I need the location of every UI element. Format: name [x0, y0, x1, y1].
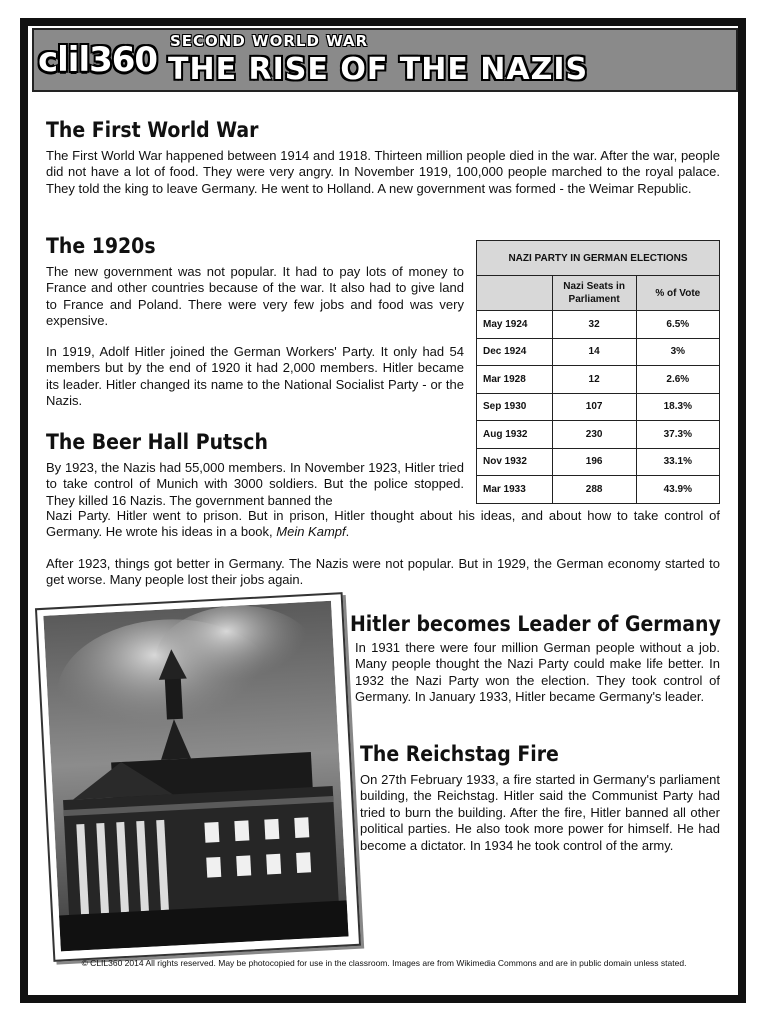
cell-vote: 2.6%	[636, 366, 719, 394]
table-row	[477, 393, 720, 421]
heading-1920s: The 1920s	[46, 234, 156, 258]
table-header-blank	[477, 276, 553, 311]
supertitle: SECOND WORLD WAR	[170, 32, 369, 50]
page-title: THE RISE OF THE NAZIS	[168, 52, 589, 87]
table-row	[477, 421, 720, 449]
text-putsch-2	[46, 508, 720, 541]
heading-reichstag-fire: The Reichstag Fire	[360, 742, 559, 766]
cell-vote: 37.3%	[636, 421, 719, 449]
table-row	[477, 476, 720, 504]
table-header-seats: Nazi Seats in Parliament	[552, 276, 636, 311]
cell-seats: 196	[552, 448, 636, 476]
cell-vote: 18.3%	[636, 393, 719, 421]
text-putsch-1: By 1923, the Nazis had 55,000 members. In November 1923, Hitler tried to take control of Munich with 3000 soldiers. But the police stopped. They killed 16 Nazis. The government banned the	[46, 460, 464, 508]
text-1920s-1: The new government was not popular. It had to pay lots of money to France and other countries because of the war. It also had to give land to France and Poland. There were very few jobs and food was very expensive.	[46, 264, 464, 329]
heading-first-world-war: The First World War	[46, 118, 259, 142]
copyright-footer: © CLIL360 2014 All rights reserved. May be photocopied for use in the classroom. Images are from Wikimedia Commons and are in public domain unless stated.	[81, 958, 687, 968]
cell-seats: 288	[552, 476, 636, 504]
cell-date: Mar 1928	[477, 366, 553, 394]
heading-hitler-leader: Hitler becomes Leader of Germany	[350, 612, 721, 636]
text-putsch-3: After 1923, things got better in Germany. The Nazis were not popular. But in 1929, the German economy started to get worse. Many people lost their jobs again.	[46, 556, 720, 588]
reichstag-fire-photo	[35, 592, 361, 962]
text-putsch-2a: Nazi Party. Hitler went to prison. But in prison, Hitler thought about his ideas, and about how to take control of Germany. He wrote his ideas in a book,	[46, 508, 720, 540]
clil360-logo: clil360	[38, 40, 158, 80]
table-row	[477, 311, 720, 339]
cell-vote: 3%	[636, 338, 719, 366]
cell-date: May 1924	[477, 311, 553, 339]
text-reichstag-fire: On 27th February 1933, a fire started in Germany's parliament building, the Reichstag. Hitler said the Communist Party had tried to burn the building. After the fire, Hitler banned all other political parties. He also took more power for himself. He had become a dictator. In 1934 he took control of the army.	[360, 772, 720, 853]
cell-date: Dec 1924	[477, 338, 553, 366]
cell-vote: 43.9%	[636, 476, 719, 504]
text-1920s-2: In 1919, Adolf Hitler joined the German Workers' Party. It only had 54 members but by the end of 1920 it had 2,000 members. Hitler became its leader. Hitler changed its name to the National Socialist Party - or the Nazis.	[46, 344, 464, 409]
table-row	[477, 448, 720, 476]
text-putsch-2b: .	[345, 524, 350, 540]
cell-date: Nov 1932	[477, 448, 553, 476]
table-title: NAZI PARTY IN GERMAN ELECTIONS	[477, 241, 720, 276]
table-row	[477, 366, 720, 394]
cell-vote: 6.5%	[636, 311, 719, 339]
cell-date: Sep 1930	[477, 393, 553, 421]
header-banner	[32, 28, 738, 92]
text-hitler-leader: In 1931 there were four million German people without a job. Many people thought the Nazi Party could make life better. In 1932 the Nazi Party won the election. They took control of Germany. In January 1933, Hitler became Germany's leader.	[355, 640, 720, 705]
table-header-vote: % of Vote	[636, 276, 719, 311]
heading-beer-hall-putsch: The Beer Hall Putsch	[46, 430, 268, 454]
cell-seats: 107	[552, 393, 636, 421]
cell-date: Aug 1932	[477, 421, 553, 449]
cell-date: Mar 1933	[477, 476, 553, 504]
cell-seats: 230	[552, 421, 636, 449]
cell-seats: 12	[552, 366, 636, 394]
cell-seats: 14	[552, 338, 636, 366]
cell-vote: 33.1%	[636, 448, 719, 476]
book-title: Mein Kampf	[276, 524, 346, 540]
elections-table	[476, 240, 720, 504]
reichstag-photo-image	[43, 601, 348, 952]
text-first-world-war: The First World War happened between 1914 and 1918. Thirteen million people died in the war. After the war, people did not have a lot of food. They were very angry. In November 1919, 100,000 people marched to the royal palace. They told the king to leave Germany. He went to Holland. A new government was formed - the Weimar Republic.	[46, 148, 720, 196]
table-row	[477, 338, 720, 366]
cell-seats: 32	[552, 311, 636, 339]
